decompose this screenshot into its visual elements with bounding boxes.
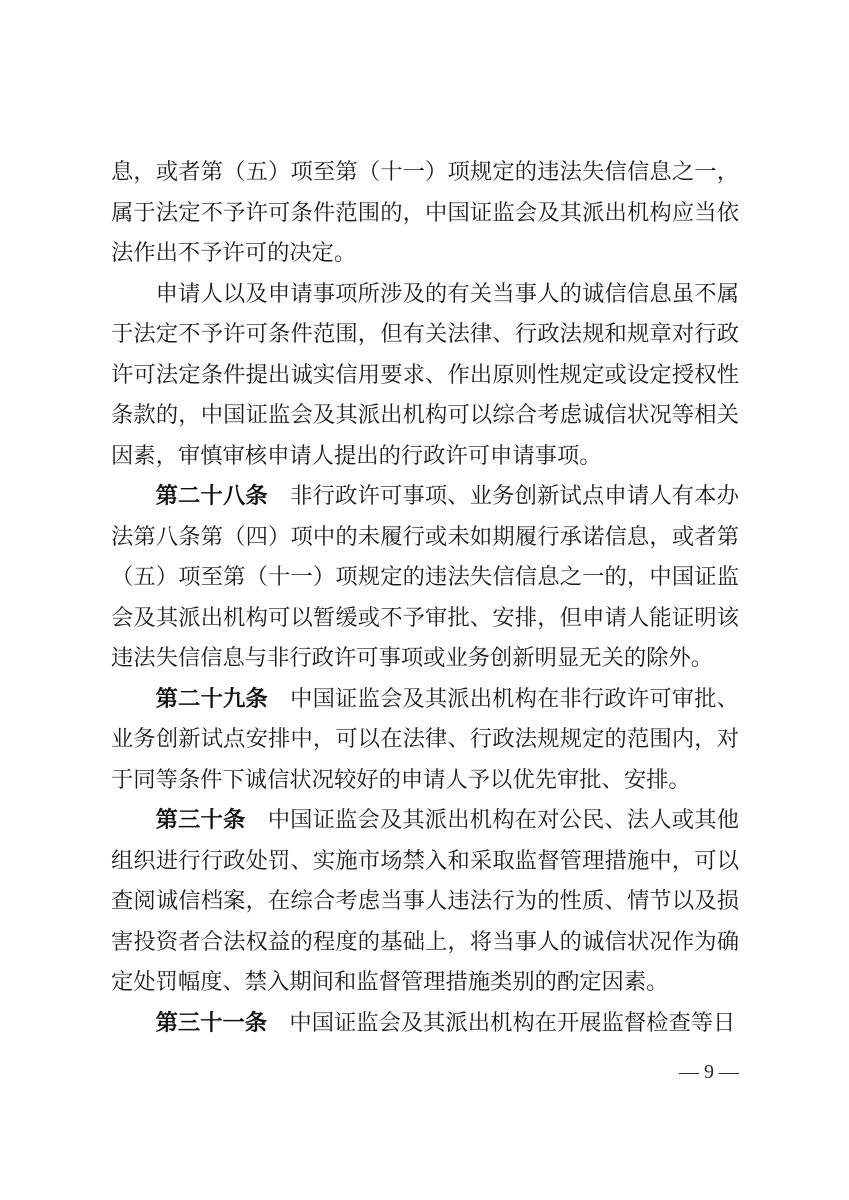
document-body: [111, 152, 739, 1043]
article-number-heading: 第三十一条: [155, 1009, 268, 1035]
article-number-heading: 第二十八条: [155, 483, 268, 508]
paragraph-article-31: [111, 1003, 739, 1044]
page-footer: [111, 1060, 739, 1084]
article-number-heading: 第三十条: [155, 807, 246, 832]
article-number-heading: 第二十九条: [155, 685, 268, 711]
page-number: — 9 —: [679, 1061, 739, 1083]
paragraph-text: 中国证监会及其派出机构在对公民、法人或其他组织进行行政处罚、实施市场禁入和采取监督管理措施中，可以查阅诚信档案，在综合考虑当事人违法行为的性质、情节以及损害投资者合法权益的程度的基础上，将当事人的诚信状况作为确定处罚幅度、禁入期间和监督管理措施类别的酌定因素。: [111, 807, 739, 994]
paragraph-article-30: [111, 800, 739, 1003]
paragraph-text: 非行政许可事项、业务创新试点申请人有本办法第八条第（四）项中的未履行或未如期履行承诺信息，或者第（五）项至第（十一）项规定的违法失信信息之一的，中国证监会及其派出机构可以暂缓或不予审批、安排，但申请人能证明该违法失信信息与非行政许可事项或业务创新明显无关的除外。: [111, 483, 739, 670]
paragraph-text: 中国证监会及其派出机构在非行政许可审批、业务创新试点安排中，可以在法律、行政法规规定的范围内，对于同等条件下诚信状况较好的申请人予以优先审批、安排。: [111, 685, 739, 792]
paragraph: [111, 274, 739, 477]
paragraph-text: 中国证监会及其派出机构在开展监督检查等日: [289, 1009, 736, 1035]
paragraph-article-28: [111, 476, 739, 679]
paragraph-continuation: [111, 152, 739, 274]
paragraph-text: 息，或者第（五）项至第（十一）项规定的违法失信信息之一，属于法定不予许可条件范围的，中国证监会及其派出机构应当依法作出不予许可的决定。: [111, 159, 739, 265]
paragraph-article-29: [111, 679, 739, 801]
paragraph-text: 申请人以及申请事项所涉及的有关当事人的诚信信息虽不属于法定不予许可条件范围，但有关法律、行政法规和规章对行政许可法定条件提出诚实信用要求、作出原则性规定或设定授权性条款的，中国证监会及其派出机构可以综合考虑诚信状况等相关因素，审慎审核申请人提出的行政许可申请事项。: [111, 280, 739, 468]
